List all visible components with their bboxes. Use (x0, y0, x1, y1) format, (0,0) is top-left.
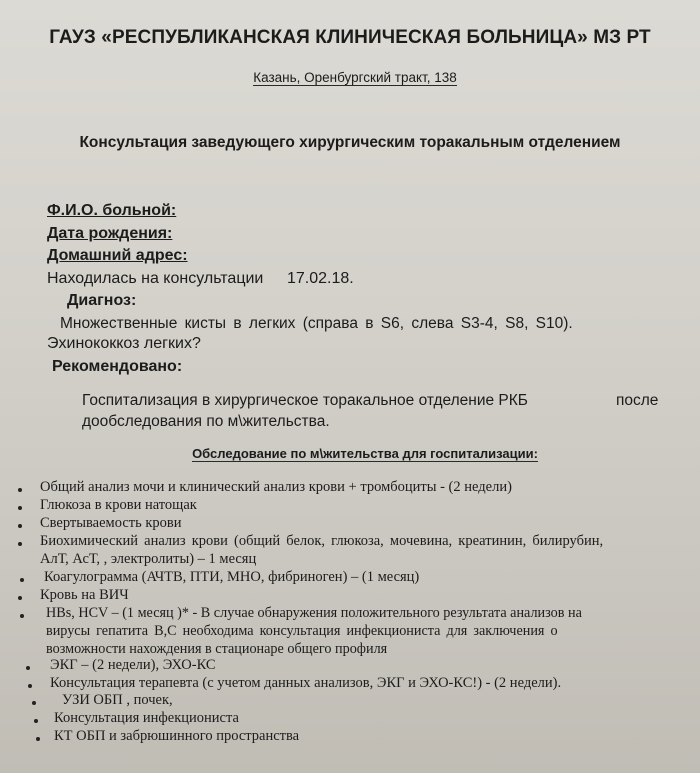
bullet (26, 666, 30, 670)
diagnosis-label: Диагноз: (67, 292, 137, 309)
recommendation-label: Рекомендовано: (52, 358, 183, 375)
hospital-address: Казань, Оренбургский тракт, 138 (253, 70, 457, 85)
exam-item-hepatitis: HBs, HCV – (1 месяц )* - В случае обнаружения положительного результата анализов на (46, 605, 582, 621)
bullet (18, 488, 22, 492)
recommendation-line-1: Госпитализация в хирургическое торакальное отделение РКБ (82, 392, 528, 409)
diagnosis-line-2: Эхинококкоз легких? (47, 335, 201, 352)
birthdate-label: Дата рождения: (47, 225, 173, 242)
exam-item-ultrasound: УЗИ ОБП , почек, (62, 692, 173, 708)
exam-item-hiv: Кровь на ВИЧ (40, 587, 129, 603)
bullet (28, 684, 32, 688)
recommendation-line-1-end: после (616, 392, 659, 409)
bullet (18, 542, 22, 546)
organization-header: ГАУЗ «РЕСПУБЛИКАНСКАЯ КЛИНИЧЕСКАЯ БОЛЬНИЦА» МЗ РТ (49, 27, 651, 48)
exam-item-urine-blood: Общий анализ мочи и клинический анализ крови + тромбоциты - (2 недели) (40, 479, 512, 495)
exam-item-hepatitis-cont-1: вирусы гепатита В,С необходима консультация инфекциониста для заключения о (46, 623, 558, 639)
bullet (36, 737, 40, 741)
recommendation-line-2: дообследования по м\жительства. (82, 413, 330, 430)
bullet (20, 578, 24, 582)
exam-item-infectionist: Консультация инфекциониста (54, 710, 239, 726)
exam-item-ct: КТ ОБП и забрюшинного пространства (54, 728, 300, 744)
patient-name-label: Ф.И.О. больной: (47, 202, 177, 219)
visit-text: Находилась на консультации (47, 270, 264, 287)
exam-item-ecg: ЭКГ – (2 недели), ЭХО-КС (50, 657, 216, 673)
bullet (20, 614, 24, 618)
home-address-label: Домашний адрес: (47, 247, 188, 264)
bullet (32, 701, 36, 705)
exam-item-coagulogram: Коагулограмма (АЧТВ, ПТИ, МНО, фибриноген) – (1 месяц) (44, 569, 420, 585)
visit-date: 17.02.18. (287, 270, 354, 287)
exam-item-glucose: Глюкоза в крови натощак (40, 497, 197, 513)
bullet (18, 506, 22, 510)
consultation-title: Консультация заведующего хирургическим торакальным отделением (79, 134, 621, 151)
exam-title: Обследование по м\жительства для госпитализации: (192, 446, 538, 461)
bullet (18, 596, 22, 600)
diagnosis-line-1: Множественные кисты в легких (справа в S6, слева S3-4, S8, S10). (60, 315, 573, 332)
bullet (18, 524, 22, 528)
exam-item-therapist: Консультация терапевта (с учетом данных анализов, ЭКГ и ЭХО-КС!) - (2 недели). (50, 675, 562, 691)
exam-item-hepatitis-cont-2: возможности нахождения в стационаре общего профиля (46, 641, 388, 657)
exam-item-biochemistry: Биохимический анализ крови (общий белок, глюкоза, мочевина, креатинин, билирубин, (40, 533, 604, 549)
exam-item-biochemistry-cont: АлТ, АсТ, , электролиты) – 1 месяц (40, 551, 257, 567)
exam-item-coagulation-time: Свертываемость крови (40, 515, 182, 531)
bullet (34, 719, 38, 723)
